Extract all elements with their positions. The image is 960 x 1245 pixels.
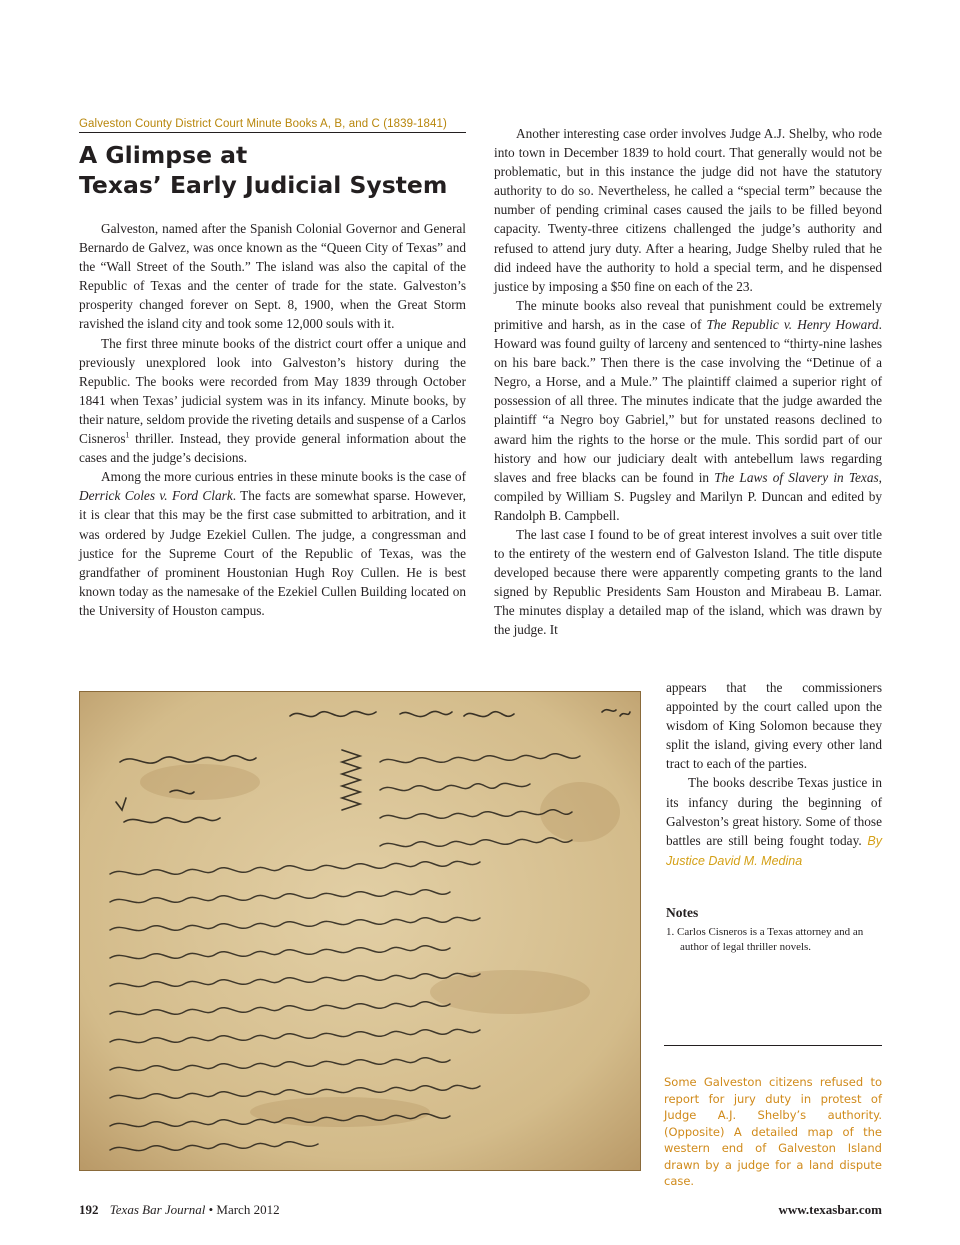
article-column-2 xyxy=(494,124,882,640)
section-kicker: Galveston County District Court Minute Books A, B, and C (1839-1841) xyxy=(79,118,466,133)
article-title xyxy=(79,140,479,200)
article-column-1 xyxy=(79,219,466,620)
paragraph: The last case I found to be of great interest involves a suit over title to the entirety of the western end of Galveston Island. The title dispute developed because there were apparently competing grants to the land signed by Republic Presidents Sam Houston and Mirabeau B. Lamar. The minutes display a detailed map of the island, which was drawn by the judge. It xyxy=(494,526,882,638)
paragraph: Among the more curious entries in these minute books is the case of Derrick Coles v. Ford Clark. The facts are somewhat sparse. However, it is clear that this may be the first case submitted to arbitration, and it was ordered by Judge Ezekiel Cullen. The judge, a congressman and justice for the Supreme Court of the Republic of Texas, was the grandfather of prominent Houstonian Hugh Roy Cullen. He is best known today as the namesake of the Ezekiel Cullen Building located on the University of Houston campus. xyxy=(79,469,466,618)
paragraph: The first three minute books of the district court offer a unique and previously unexplored look into Galveston’s history during the Republic. The books were recorded from May 1839 through October 1841 when Texas’ judicial system was in its infancy. Minute books, by their nature, seldom provide the riveting details and suspense of a Carlos Cisneros$^1$ thriller. Instead, they provide general information about the cases and the judge’s decisions. xyxy=(79,335,466,466)
paragraph: appears that the commissioners appointed by the court called upon the wisdom of King Solomon because they split the island, giving every other land tract to each of the parties. xyxy=(666,680,882,772)
footer-separator: • xyxy=(208,1202,214,1217)
issue-date: March 2012 xyxy=(216,1202,280,1217)
photo-caption: Some Galveston citizens refused to report for jury duty in protest of Judge A.J. Shelby’s authority. (Opposite) A detailed map of the western end of Galveston Island drawn by a judge for a land dispute case. xyxy=(664,1045,882,1190)
note-item: 1. Carlos Cisneros is a Texas attorney and an author of legal thriller novels. xyxy=(666,926,864,953)
paragraph: Another interesting case order involves Judge A.J. Shelby, who rode into town in December 1839 to hold court. That generally would not be problematic, but in this instance the judge did not have the statutory authority to do so. Nevertheless, he called a “special term” because the number of pending criminal cases caused the jails to be filled beyond capacity. Twenty-three citizens challenged the judge’s authority and refused to attend jury duty. After a hearing, Judge Shelby ruled that he did indeed have the authority to hold a special term, and he dispensed justice by imposing a $50 fine on each of the 23. xyxy=(494,126,882,294)
page-number: 192 xyxy=(79,1202,99,1217)
paragraph: The minute books also reveal that punishment could be extremely primitive and harsh, as in the case of The Republic v. Henry Howard. Howard was found guilty of larceny and sentenced to “thirty-nine lashes on his bare back.” Then there is the case involving the “Detinue of a Negro, a Horse, and a Mule.” The plaintiff claimed a superior right of possession of all three. The minutes indicate that the judge awarded the plaintiff “a Negro boy Gabriel,” but for unstated reasons declined to award him the rights to the horse or the mule. This sordid part of our history and how our judiciary dealt with antebellum laws regarding slaves and free blacks can be found in The Laws of Slavery in Texas, compiled by William S. Pugsley and Marilyn P. Duncan and edited by Randolph B. Campbell. xyxy=(494,297,882,523)
page-footer-left xyxy=(79,1202,280,1218)
author-byline: By Justice David M. Medina xyxy=(666,833,882,868)
case-name: The Republic v. Henry Howard xyxy=(706,316,879,332)
case-name: Derrick Coles v. Ford Clark xyxy=(79,488,233,504)
book-title: The Laws of Slavery in Texas xyxy=(714,469,879,485)
notes-section xyxy=(666,905,882,955)
title-line-2: Texas’ Early Judicial System xyxy=(79,171,448,199)
notes-heading: Notes xyxy=(666,905,699,920)
title-line-1: A Glimpse at xyxy=(79,141,248,169)
article-column-3 xyxy=(666,678,882,871)
handwritten-minute-book-photo xyxy=(79,691,641,1171)
journal-name: Texas Bar Journal xyxy=(109,1202,206,1217)
paragraph: The books describe Texas justice in its infancy during the beginning of Galveston’s great history. Some of those battles are still being fought today. By Justice David M. Medina xyxy=(666,775,882,868)
paragraph: Galveston, named after the Spanish Colonial Governor and General Bernardo de Galvez, was once known as the “Queen City of Texas” and the “Wall Street of the South.” The island was also the capital of the Republic of Texas and the center of trade for the state. Galveston’s prosperity changed forever on Sept. 8, 1900, when the Great Storm ravished the island city and took some 12,000 souls with it. xyxy=(79,221,466,332)
footnote-ref: 1 xyxy=(125,430,130,440)
website-url[interactable]: www.texasbar.com xyxy=(778,1202,882,1217)
